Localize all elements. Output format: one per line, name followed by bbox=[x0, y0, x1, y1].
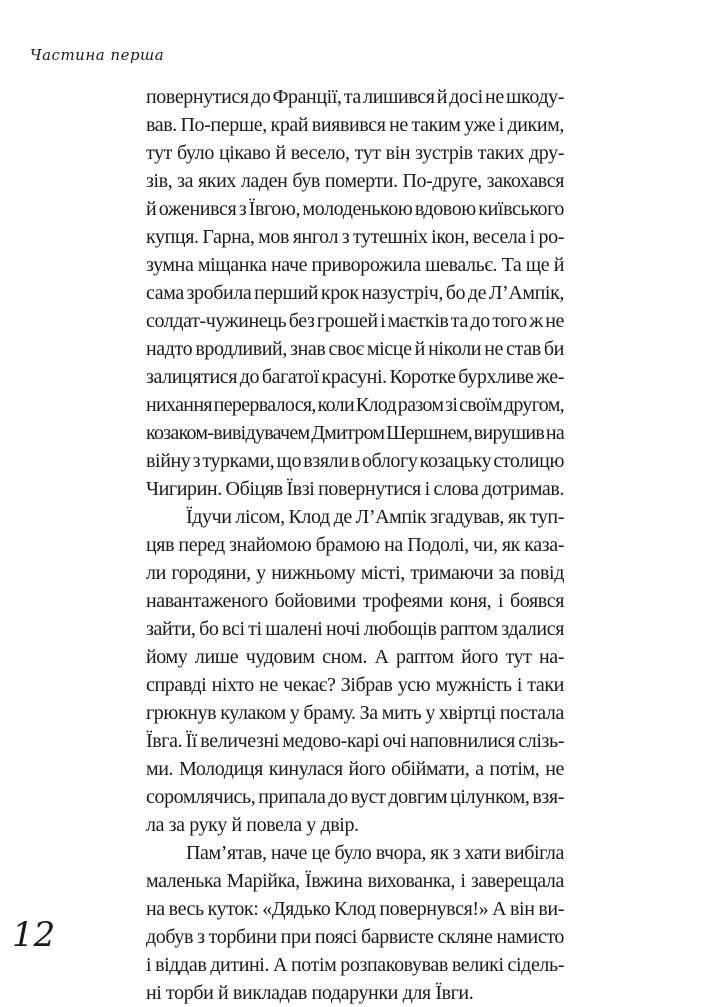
text-line: ла за руку й повела у двір. bbox=[146, 814, 359, 836]
text-line: повернутися до Франції, та лишився й досі не шкоду- bbox=[146, 86, 565, 108]
text-line: надто вродливий, знав своє місце й ніколи не став би bbox=[146, 338, 564, 360]
text-line: зумна міщанка наче приворожила шевальє. Та ще й bbox=[146, 254, 564, 276]
text-line: сама зробила перший крок назустріч, бо де Л’Ампік, bbox=[146, 282, 564, 304]
text-line: цяв перед знайомою брамою на Подолі, чи, як каза- bbox=[146, 534, 564, 556]
text-line: війну з турками, що взяли в облогу козацьку столицю bbox=[146, 450, 564, 472]
text-line: Їдучи лісом, Клод де Л’Ампік згадував, як туп- bbox=[186, 506, 564, 528]
text-line: вав. По-перше, край виявився не таким уже і диким, bbox=[146, 114, 564, 136]
running-head: Частина перша bbox=[30, 46, 165, 64]
text-line: і віддав дитині. А потім розпаковував великі сідель- bbox=[146, 954, 564, 976]
text-line: ми. Молодиця кинулася його обіймати, а потім, не bbox=[146, 758, 564, 780]
text-line: соромлячись, припала до вуст довгим цілунком, взя- bbox=[146, 786, 564, 808]
text-line: Пам’ятав, наче це було вчора, як з хати вибігла bbox=[186, 842, 564, 864]
text-line: залицятися до багатої красуні. Коротке бурхливе же- bbox=[146, 366, 564, 388]
text-line: тут було цікаво й весело, тут він зустрів таких дру- bbox=[146, 142, 564, 164]
text-line: купця. Гарна, мов янгол з тутешніх ікон, весела і ро- bbox=[146, 226, 564, 248]
text-line: справді ніхто не чекає? Зібрав усю мужність і таки bbox=[146, 674, 564, 696]
text-line: солдат-чужинець без грошей і маєтків та до того ж не bbox=[146, 310, 564, 332]
text-line: нихання перервалося, коли Клод разом зі своїм другом, bbox=[146, 394, 564, 416]
text-line: на весь куток: «Дядько Клод повернувся!» А він ви- bbox=[146, 898, 564, 920]
text-line: ли городяни, у нижньому місті, тримаючи за повід bbox=[146, 562, 564, 584]
page-number: 12 bbox=[12, 915, 56, 955]
text-line: грюкнув кулаком у браму. За мить у хвіртці постала bbox=[146, 702, 564, 724]
text-line: Ївга. Її величезні медово-карі очі наповнилися слізь- bbox=[146, 730, 564, 752]
body-text bbox=[146, 83, 564, 1007]
text-line: Чигирин. Обіцяв Ївзі повернутися і слова дотримав. bbox=[146, 478, 564, 500]
text-line: ні торби й викладав подарунки для Ївги. bbox=[146, 982, 474, 1004]
text-line: навантаженого бойовими трофеями коня, і боявся bbox=[146, 590, 564, 612]
text-line: козаком-вивідувачем Дмитром Шершнем, вирушив на bbox=[146, 422, 564, 444]
text-line: й оженився з Ївгою, молоденькою вдовою київського bbox=[146, 198, 565, 220]
text-line: маленька Марійка, Ївжина вихованка, і заверещала bbox=[146, 870, 564, 892]
text-line: йому лише чудовим сном. А раптом його тут на- bbox=[146, 646, 564, 668]
text-line: зів, за яких ладен був померти. По-друге, закохався bbox=[146, 170, 564, 192]
text-line: зайти, бо всі ті шалені ночі любощів раптом здалися bbox=[146, 618, 564, 640]
text-line: добув з торбини при поясі барвисте скляне намисто bbox=[146, 926, 565, 948]
